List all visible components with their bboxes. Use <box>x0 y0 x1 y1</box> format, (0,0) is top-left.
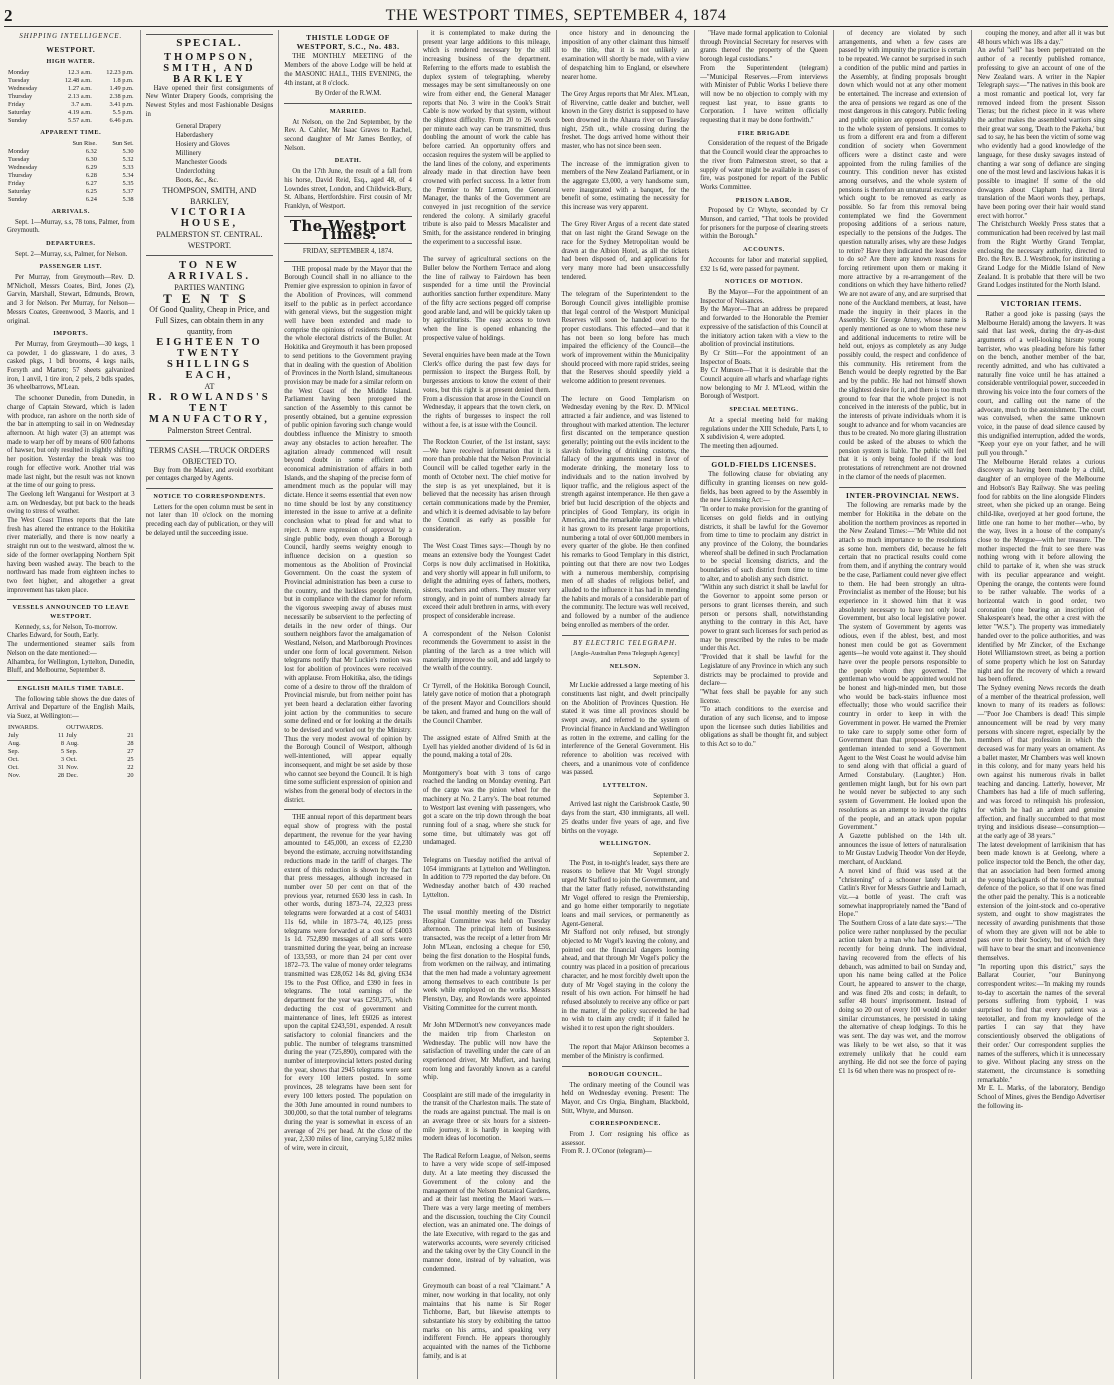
passengers-text: Per Murray, from Greymouth—Rev. D. M'Nicholl, Messrs Coates, Bird, Jones (2), Garvin, Marshall, Stewart, Edmunds, Brown, and 3 for Nelson. Per Murray, for Nelson—Messrs Coates, Greenwood, 3 Maoris, and 1 original. <box>7 274 135 325</box>
mail-in-day: 3 <box>60 755 65 763</box>
local-news: it is contemplated to make during the present year large additions to this mileage, which is rendered necessary by the still increasing business of the department. Referring to the efforts made to establish the duplex system of telegraphing, whereby messages may be sent simultaneously on one wire from either end, the General Manager reports that No. 3 wire in the Cook's Strait Cable is now worked by that system, without the slightest difficulty. From 20 to 26 words per minute each way can be transmitted, thus doubling the amount of work the cable has before carried. An opportunity offers and occasion requires the system will be applied to the land lines of the colony, and experiments already made in that direction have been crowned with perfect success. In a letter from the Premier to Mr Lemon, the General Manager, the thanks of the Government are conveyed in just recognition of the service rendered the colony. A similarly graceful tribute is also paid to Messrs Macalister and Smith, for the assistance rendered in bringing the experiment to a successful issue. The survey of agricultural sections on the Buller below the Northern Terrace and along the line of railway to Fairdown has been suspended for a time until the Provincial authorities sanction further expenditure. Many of the fifty acre sections pegged off comprise good arable land, and will be quickly taken up by agriculturists. The easy access to town when the line is opened enhancing the prospective value of holdings. Several enquiries have been made at the Town Clerk's office during the past few days for permission to inspect the Burgess Roll, by burgesses anxious to know the extent of their votes, but this right is at present denied them. From a discussion that arose in the Council on Wednesday, it appears that the town clerk, on the rights of burgesses to inspect the roll without a fee, is at issue with the Council. The Rockton Courier, of the 1st instant, says:—We have received information that it is more than probable that the Nelson Provincial Council will be called together early in the month of October next. The chief motive for the step is as yet unexplained, but it is believed that the necessity has arisen through certain communications made by the Premier, and which it is deemed advisable to lay before the Council as early as possible for consideration. The West Coast Times says:—Though by no means an extensive body the Youngest Cadet Corps is now duly acclimatised in Hokitika, and very shortly will appear in full uniform, to delight the admiring eyes of fathers, mothers, sisters, teachers and others. They muster very strongly, and in point of numbers already far exceed their adult brethren in arms, with every prospect of considerable increase. A correspondent of the Nelson Colonist recommends the Government to assist in the planting of the larch as a tree which will materially improve the soil, and add largely to the wealth of the country. Cr Tyrrell, of the Hokitika Borough Council, lately gave notice of motion that a photograph of the present Mayor and Councillors should be taken, and framed and hung on the wall of the Council Chamber. The assigned estate of Alfred Smith at the Lyell has yielded another dividend of 1s 6d in the pound, making a total of 20s. Montgomery's boat with 3 tons of cargo reached the landing on Monday evening. Part of the cargo was the pinion wheel for the machinery at No. 2 Larry's. The boat returned to Westport last evening with passengers, who got a scare on the trip down through the boat running foul of a snag, where she stuck for some time, but ultimately was got off undamaged. Telegrams on Tuesday notified the arrival of 1054 immigrants at Lyttelton and Wellington. In addition to 779 reported the day before. On Wednesday another batch of 430 reached Lyttelton. The usual monthly meeting of the District Hospital Committee was held on Tuesday afternoon. The principal item of business transacted, was the receipt of a letter from Mr John M'Lean, enclosing a cheque for £50, being the first donation to the Hospital funds, from workmen on the railway, and intimating that the men had made a voluntary agreement among themselves to each contribute 1s per week while employed on the works. Messrs Plenstyn, Day, and Rowlands were appointed Visiting Committee for the current month. Mr John M'Dermott's new conveyances made the maiden trip from Charleston on Wednesday. The public will now have the satisfaction of travelling under the care of an experienced driver, Mr Muffert, and having room long and favorably known as a careful whip. Coosplaint are still made of the irregularity in the transit of the Charleston mails. The state of the roads are against punctual. The mail is on an average three or six hours for a sixteen-mile journey, it is hardly in keeping with modern ideas of locomotion. The Radical Reform League, of Nelson, seems to have a very wide scope of self-imposed duty. At a late meeting they discussed the Government of the colony and the management of the Nelson Botanical Gardens, and at their last meeting the Maori wars.—There was a very large meeting of members and the discussion, touching the City Council election, was an animated one. The doings of the late Executive, with regard to the gas and waterworks accounts, were severely criticised and the taking over by the City Council in the manner done, instead of by valuation, was condemned. Greymouth can boast of a real "Claimant." A miner, now working in that locality, not only maintains that his name is Sir Roger Tichborne, Bart, but likewise attempts to substantiate his story by exhibiting the tattoo marks on his arms, and speaking very indifferent French. He appears thoroughly acquainted with the names of the Tichborne family, and is at <box>422 30 551 1360</box>
table-row <box>7 196 135 204</box>
table-row <box>7 180 135 188</box>
sun-set: 5.33 <box>122 163 134 171</box>
sun-set: 5.35 <box>122 179 134 187</box>
telegraph-agency: [Anglo-Australian Press Telegraph Agency] <box>571 650 680 658</box>
tide-pm: 2.38 p.m. <box>109 93 134 101</box>
lyttelton-heading: LYTTELTON. <box>602 782 648 790</box>
departures-heading: DEPARTURES. <box>46 239 96 247</box>
firm-intro: Have opened their first consignments of New Winter Drapery Goods, comprising the Newest Styles and most Fashionable Designs in <box>145 84 274 118</box>
fire-text: Consideration of the request of the Brigade that the Council would clear the approaches to the river from Palmerston street, so that a supply of water might be available in cases of fire, was postponed for report of the Public Works Committee. <box>700 140 828 191</box>
column-5 <box>557 30 696 1379</box>
list-item: Manchester Goods <box>175 158 227 166</box>
vessels-heading: VESSELS ANNOUNCED TO LEAVE WESTPORT. <box>12 604 130 621</box>
inter-provincial-text: The following are remarks made by the member for Hokitika in the debate on the abolition the northern provinces as reported in the New Zealand Times:—"Mr White did not attach so much importance to the resolutions as some hon. members did, because he felt certain that no practical results could come from them, and if anything the contrary would be the case, Parliament could never give effect to them. He had been strongly an ultra-Provincialist as member of the House; but his experience in it showed him that it was absolutely necessary to have not only local Government, but also local legislative power. The system of Government by agents was odious, even if the ablest, best, and most honest men could be got as Government agents—he would vote against it. They should have over the people persons responsible to the people whom they governed. The gentleman who would be appointed would not be honest and high-minded men, but those who would be back-stairs influence most effectually; those who would sacrifice their country in order to keep in with the Government in power. He warned the Premier to take care to supply some other form of Government than that proposed. If the hon. gentleman intended to send a Government Agent to the West Coast he would advise him to send along with that official a guard of Armed Constabulary. (Laughter.) Hon. gentlemen might laugh, but for his own part he would never be subjected to any such system of Government. He looked upon the resolutions as an attempt to invade the rights of the people, and an attack upon popular Government." A Gazette published on the 14th ult. announces the issue of letters of naturalisation to Mr Gustav Ludwig Theodor Von der Heyde, merchant, of Auckland. A novel kind of fluid was used at the "christening" of a schooner lately built at Catlin's River for Messrs Guthrie and Larnach, viz.—a bottle of yeast. The craft was somewhat inappropriately named the "Band of Hope." The Southern Cross of a late date says:—"The police were rather nonplussed by the peculiar action taken by a man who had been arrested recently for being drunk. The individual, having recovered from the effects of his debauch, was admitted to bail on Sunday and, upon his name being called at the Police Court, he appeared to answer to the charge, and was fined 20s and costs; in default, to suffer 48 hours' imprisonment. Instead of doing so 20 out of every 100 would do under similar circumstances, he persisted in taking the alternative of cheap lodgings. To this he was sent. The day was wet, and the morrow was likely to be wet also, so that it was extremely unlikely that he could earn anything. He did not see the force of paying £1 1s 6d when there was no prospect of re- <box>838 502 967 1075</box>
sun-day: Monday <box>8 147 30 155</box>
tide-day: Wednesday <box>8 85 38 93</box>
rule <box>146 440 274 441</box>
sun-col-blank <box>7 140 56 148</box>
fire-heading: FIRE BRIGADE <box>737 129 791 137</box>
list-item: Boots, &c., &c. <box>175 176 219 184</box>
sun-day: Saturday <box>8 187 31 195</box>
mail-out-day: 20 <box>127 771 134 779</box>
rule <box>977 295 1105 296</box>
at-line: AT <box>204 381 215 391</box>
column-7 <box>834 30 973 1379</box>
rule <box>562 635 690 636</box>
sun-set: 5.34 <box>122 171 134 179</box>
mail-in-month: Nov. <box>8 771 21 779</box>
sun-set: 5.30 <box>122 147 134 155</box>
rule <box>284 243 412 244</box>
parties-line: PARTIES WANTING <box>174 282 245 292</box>
death-heading: DEATH. <box>334 157 362 165</box>
apparent-time-heading: APPARENT TIME. <box>40 129 102 137</box>
table-row <box>7 69 135 77</box>
mail-in-month: Oct. <box>8 763 19 771</box>
mail-out-month: Oct. <box>66 755 77 763</box>
lodge-text: THE MONTHLY MEETING of the Members of the above Lodge will be held at the MASONIC HALL, THIS EVENING, the 4th instant, at 8 o'clock. <box>284 53 412 87</box>
port-heading: WESTPORT. <box>46 44 96 54</box>
firm-signature <box>146 185 274 251</box>
sun-rise: 6.28 <box>85 171 97 179</box>
rule <box>839 487 967 488</box>
departures-text: Sept. 2—Murray, s.s, Palmer, for Nelson. <box>15 250 128 258</box>
council-letters: "Have made formal application to Colonial through Provincial Secretary for reserves with grants thereof the property of the Queen borough legal custodians." From the Superintendent (telegram)—"Municipal Reserves.—From interviews with Minister of Public Works I believe there will now be no objection to comply with my request last year, to issue grants to Corporation. I have written officially requesting that it may be done forthwith." <box>700 30 828 125</box>
mail-out-day: 28 <box>127 739 134 747</box>
page-number: 2 <box>4 6 13 25</box>
list-item: Millinery <box>175 149 202 157</box>
special-meeting-text: At a special meeting held for making regulations under the XIII Schedule, Parts I, to X subdivision 4, were adopted. The meeting then adjourned. <box>700 416 828 450</box>
gold-fields-heading: GOLD-FIELDS LICENSES. <box>711 459 817 469</box>
tide-am: 2.13 a.m. <box>68 93 92 101</box>
mail-in-day: 11 <box>57 731 65 739</box>
tide-day: Thursday <box>8 93 33 101</box>
mail-out-month: Dec. <box>66 771 79 779</box>
mail-in-month: Aug. <box>8 739 21 747</box>
price-line-2: SHILLINGS EACH, <box>167 358 252 381</box>
table-row <box>7 93 135 101</box>
mail-in-day: 28 <box>57 771 65 779</box>
prison-heading: PRISON LABOR. <box>735 196 793 204</box>
firm-advert <box>146 52 274 85</box>
inter-provincial-heading: INTER-PROVINCIAL NEWS. <box>845 490 960 500</box>
tents-text: Of Good Quality, Cheap in Price, and Full Sizes, can obtain them in any quantity, from <box>149 304 270 336</box>
accounts-heading: ACCOUNTS. <box>743 246 785 254</box>
dateline: FRIDAY, SEPTEMBER 4, 1874. <box>302 248 394 256</box>
sun-day: Thursday <box>8 171 33 179</box>
column-4 <box>418 30 557 1379</box>
lyttelton-text: Arrived last night the Carisbrook Castle, 90 days from the start, 430 immigrants, all well. 25 deaths under five years of age, and five births on the voyage. <box>561 801 690 835</box>
married-text: At Nelson, on the 2nd September, by the Rev. A. Cahler, Mr Isaac Graves to Rachel, second daughter of Mr James Bentley, of Nelson. <box>284 118 412 152</box>
rule <box>7 599 135 600</box>
imports-heading: IMPORTS. <box>53 330 89 338</box>
mail-in-day: 31 <box>57 763 65 771</box>
rule <box>146 34 274 35</box>
buy-text: Buy from the Maker, and avoid exorbitant per centages charged by Agents. <box>145 466 274 483</box>
sig-line-1: THOMPSON, SMITH, AND <box>162 185 257 195</box>
sun-set: 5.32 <box>122 155 134 163</box>
mail-out-month: Nov. <box>66 763 79 771</box>
nelson-text: Mr Luckie addressed a large meeting of his constituents last night, and dwelt principally on the Abolition of Provinces Question. He stated it was time all provinces should be swept away, and referred to the system of Provincial finance in Auckland and Wellington as rotten in the extreme, and calling for the interference of the General Government. His reference to abolition was received with cheers, and a unanimous vote of confidence was passed. <box>561 682 690 777</box>
sun-rise: 6.27 <box>85 179 97 187</box>
table-row <box>7 164 135 172</box>
pensions-article: of decency are violated by such arrangements, and when a few cases are passed by with impunity the practice is certain to be repeated. We cannot be surprised in such a condition of the public mind and parties in the Assembly, at finding proposals brought down which would not at any other moment be entertained. The increase and extension of the area of pensions we regard as one of the most dangerous in this category. Public feeling and public opinion are opposed unmistakably to the whole system of pensions. It comes to us from a different era and from a different condition of society when Government officers were a distinct caste and were appointed from the ruling families of the country. This condition never has existed among ourselves, and the whole system of pensions is therefore an unnatural excrescence which ought to be removed as early as possible. So far from this removal being contemplated we find the Government proposing additions of a serious nature, especially to the pensions of the Judges. The question naturally arises, why are these Judges to retire? Have they indicated the least desire to do so? Are there any known reasons for forcing retirement upon them or making it more attractive by a re-arrangement of the conditions on which they have hitherto relied? We are not aware of any, and are surprised that none of the Auckland members, at least, have made the inquiry in their places in the Assembly. Sir George Arney, whose name is openly mentioned as one to whom these new and additional inducements to retire will be held out, enjoys as completely as any Judge possibly could, the respect and confidence of this community. His retirement from the Bench would be deeply regretted by the Bar and by the public. He had not himself shown the slightest desire for it, and there is too much ground to fear that the whole project is not conceived in the interests of the public, but in the interests of private individuals whom it is sought to advance and for whom vacancies are thus to be created. No more glaring illustration could be asked of the abuses to which the pension system is liable. The public will feel that it is only being fooled if the loud protestations of retrenchment are not drowned in the clamor of the needs of placemen. <box>838 30 967 481</box>
tents-line: TENTS <box>163 290 256 306</box>
mail-in-month: July <box>8 731 19 739</box>
tide-am: 5.57 a.m. <box>68 117 92 125</box>
nelson-date: September 3. <box>653 673 690 681</box>
sun-day: Sunday <box>8 195 28 203</box>
rule <box>700 456 828 457</box>
list-item: General Drapery <box>175 122 222 130</box>
rule <box>284 261 412 262</box>
sun-rise: 6.30 <box>85 155 97 163</box>
tent-manufactory: TENT MANUFACTORY, <box>148 402 270 425</box>
sun-rise: 6.29 <box>85 163 97 171</box>
goods-list <box>146 122 274 185</box>
firm-address: PALMERSTON ST. CENTRAL. <box>156 229 263 239</box>
wellington-heading: WELLINGTON. <box>599 840 652 848</box>
mail-in-day: 8 <box>60 739 65 747</box>
table-row <box>7 748 135 756</box>
rule <box>562 1066 690 1067</box>
lyttelton-date: September 3. <box>653 792 690 800</box>
newspaper-title: THE WESTPORT TIMES, SEPTEMBER 4, 1874 <box>385 7 727 24</box>
mail-out-day: 25 <box>127 755 134 763</box>
house-name: VICTORIA HOUSE, <box>170 206 249 229</box>
lodge-signature: By Order of the R.W.M. <box>315 90 382 98</box>
high-water-table <box>7 69 135 125</box>
mail-out-month: July <box>66 731 77 739</box>
sun-rise: 6.25 <box>85 187 97 195</box>
list-item: Hosiery and Gloves <box>175 140 230 148</box>
tide-am: 12.3 a.m. <box>68 69 92 77</box>
table-row <box>7 156 135 164</box>
tide-am: 12.48 a.m. <box>64 77 92 85</box>
tide-day: Tuesday <box>8 77 30 85</box>
tide-pm: 1.8 p.m. <box>112 77 134 85</box>
price-line-1: EIGHTEEN TO TWENTY <box>156 336 263 359</box>
wellington-text-2: The report that Major Atkinson becomes a member of the Ministry is confirmed. <box>561 1044 690 1061</box>
objected-line: OBJECTED TO. <box>182 456 237 466</box>
notices-text: By the Mayor—For the appointment of an Inspector of Nuisances. By the Mayor—That an address be prepared and forwarded to the Honorable the Premier expressive of the satisfaction of this Council at the initiatory action taken with a view to the abolition of provincial institutions. By Cr Stitt—For the appointment of an Inspector of Boats. By Cr Munson—That it is desirable that the Council acquire all wharfs and wharfage rights now belonging to Mr J. M'Leod, within the Borough of Westport. <box>700 288 828 401</box>
rule <box>284 809 412 810</box>
sun-set: 5.38 <box>122 195 134 203</box>
masthead <box>4 6 1108 27</box>
firm-line-2: BARKLEY <box>172 73 246 85</box>
correspondence-heading: CORRESPONDENCE. <box>589 1120 661 1128</box>
wellington-date: September 2. <box>653 850 690 858</box>
sun-rise: 6.32 <box>85 147 97 155</box>
sun-set: 5.37 <box>122 187 134 195</box>
sun-day: Friday <box>8 179 25 187</box>
table-row <box>7 772 135 780</box>
tide-day: Sunday <box>8 117 28 125</box>
special-heading: SPECIAL. <box>176 37 243 49</box>
lodge-heading: THISTLE LODGE OF WESTPORT, S.C., No. 483. <box>296 33 400 51</box>
column-6 <box>695 30 834 1379</box>
wellington-date-2: September 3. <box>653 1035 690 1043</box>
list-item: Haberdashery <box>175 131 214 139</box>
palmerston-line: Palmerston Street Central. <box>167 425 252 435</box>
mails-heading: ENGLISH MAILS TIME TABLE. <box>17 684 125 692</box>
borough-text: The ordinary meeting of the Council was held on Wednesday evening. Present: The Mayor, and Crs Orgia, Bingham, Blackbold, Stitt, Whyte, and Munson. <box>561 1081 690 1115</box>
sun-times-table <box>7 140 135 204</box>
tide-day: Monday <box>8 69 30 77</box>
rule <box>146 255 274 256</box>
sun-rise: 6.24 <box>85 195 97 203</box>
table-row <box>7 109 135 117</box>
vessels-text: Kennedy, s.s, for Nelson, To-morrow. Charles Edward, for South, Early. The undermentioned steamer sails from Nelson on the date mentioned:— Alhambra, for Wellington, Lyttelton, Dunedin, Bluff, and Melbourne, September 8. <box>7 623 135 675</box>
leader-article: THE proposal made by the Mayor that the Borough Council shall in no alliance to the Premier give expression to opinion in favor of the Abolition of Provinces, will commend itself to the public as in perfect accordance with general views, but the suggestion might well have been extended and made to comprise the opinions of residents throughout the whole electoral districts of the Buller. At Hokitika and Greymouth it has been proposed to send petitions to the Government praying that in dealing with the question of Abolition of Provinces in the North Island, simultaneous provision may be made for a similar reform on the West Coast of the Middle Island. Parliament having been prorogued the sanction of the Assembly to this cannot be presently obtained, but a genuine expression of public opinion favoring such change would doubtless influence the Ministry to smooth away any obstacles to action hereafter. The agitation already commenced will result beyond doubt in some efficient and economical administration of affairs in both Islands, and the shaping of the precise form of amendment much as the popular will may dictate. Hence it seems essential that even now no time should be lost by any constituency interested in the issue to arrive at a definite conclusion what to plead for and what to reject. A mere expression of approval by a single public body, even though a Borough Council, hardly seems weighty enough to influence decision on a question so momentous as the Abolition of Provincial Government. On the coast the system of Provincial administration has been a curse to the country, and the luckless people therein, but in compliance with the clamor for reform the vigorous sweeping away of abuses must necessarily be subservient to the perfecting of details in the new order of things. Our southern neighbors favor the amalgamation of Westland, Nelson, and Marlborough Provinces under one form of local government. Nelson telegrams notify that Mr Luckie's motion was lost for abolition of provinces were received with applause. From Hokitika, also, the tidings come of a desire to throw off the thraldom of Provincial misrule, but from neither point has yet been heard a declaration either favoring joint action by the communities to secure some defined end or for looking at the details to be devised and worked out by the Ministry. Thus the very modest avowal of opinion by the Borough Council of Westport, although well-intentioned, will appear equally inconsequent, and might be set aside by those who cannot see beyond the Council. It is high time some sufficient expression of opinion and wishes from the general body of electors in the district. <box>284 265 412 804</box>
sun-rise-header: Sun Rise. <box>72 139 97 147</box>
table-row <box>7 756 135 764</box>
column-1 <box>2 30 141 1379</box>
sun-day: Wednesday <box>8 163 38 171</box>
terms-line: TERMS CASH.—TRUCK ORDERS <box>149 445 270 455</box>
mails-outwards-header: OUTWARDS. <box>66 723 104 731</box>
firm-town: WESTPORT. <box>187 240 232 250</box>
tide-am: 4.19 a.m. <box>68 109 92 117</box>
mail-out-month: Sep. <box>66 747 78 755</box>
sun-day: Tuesday <box>8 155 30 163</box>
tide-am: 1.27 a.m. <box>68 85 92 93</box>
mail-in-day: 5 <box>60 747 65 755</box>
nelson-heading: NELSON. <box>609 662 641 670</box>
victorian-heading: VICTORIAN ITEMS. <box>1000 299 1082 309</box>
rowland-line: R. ROWLANDS'S <box>148 391 271 403</box>
tide-day: Saturday <box>8 109 31 117</box>
married-heading: MARRIED. <box>329 107 367 115</box>
mails-table <box>7 724 135 780</box>
tent-advert <box>146 260 274 467</box>
notice-heading: NOTICE TO CORRESPONDENTS. <box>153 492 266 500</box>
table-row <box>7 732 135 740</box>
notice-text: Letters for the open column must be sent in not later than 10 o'clock on the morning preceding each day of publication, or they will be delayed until the succeeding issue. <box>145 503 274 537</box>
passenger-heading: PASSENGER LIST. <box>39 263 103 271</box>
table-row <box>7 117 135 125</box>
gold-fields-text: The following clause for obviating any difficulty in granting licenses on new gold-fields, has been agreed to by the Assembly in the new Licensing Act:— "In order to make provision for the granting of licenses on gold fields and in outlying districts, it shall be lawful for the Governor from time to time to proclaim any district in any province of the Colony, the boundaries whereof shall be defined in such Proclamation to be special licensing districts, and the boundaries of such district from time to time to alter, and to abolish any such district. "Within any such district it shall be lawful for the Governor to appoint some person or persons to grant licenses therein, and such person or persons shall, notwithstanding anything to the contrary in this Act, have power to grant such licenses for such period as may be prescribed by the rules to be made under this Act. "Provided that it shall be lawful for the Legislature of any Province in which any such districts may be proclaimed to provide and declare— "What fees shall be payable for any such license. "To attach conditions to the exercise and duration of any such license, and to impose upon the licensee such duties liabilities and obligations as shall be thought fit, and subject to this Act so to do." <box>700 471 828 749</box>
death-text: On the 17th June, the result of a fall from his horse, David Reid, Esq., aged 48, of 4 Lowndes street, London, and Childwick-Bury, St. Albans, Hertfordshire. First cousin of Mr Franklyn, of Westport. <box>284 168 412 210</box>
mails-intro: The following table shows the due dates of Arrival and Departure of the English Mails, via Suez, at Wellington:— <box>7 695 135 721</box>
mail-out-day: 22 <box>127 763 134 771</box>
sun-set-header: Sun Set. <box>112 139 134 147</box>
imports-text: Per Murray, from Greymouth—30 kegs, 1 ca powder, 1 do glassware, 1 do axes, 3 casked pkgs, 1 bdl brooms, 4 kegs nails, Forsyth and Marten; 57 sheets galvanized iron, 1 anvil, 1 tire iron, 2 pels, 2 bdls spades, 36 wheelbarrows, M'Lean. <box>7 340 135 392</box>
victorian-text: Rather a good joke is passing (says the Melbourne Herald) among the lawyers. It was said that last week, during the dry-as-dust arguments of a well-looking hirsute young barrister, who was pleading before his father on the bench, another member of the bar, recently admitted, and who has cultivated a naturally fine voice until he has attained a considerable ventriloquial power, succeeded in throwing his voice into the four corners of the court, and calling out the name of the advocate, much to the astonishment. The court was convulsed, when the same unknown voice, in the pause of dead silence caused by this undignified interruption, added the words, "Keep your eye on your father, and he will pull you through." The Melbourne Herald relates a curious discovery as having been made by a child, daughter of an employee of the Melbourne and Hobson's Bay Railway. She was peeling food for rabbits on the line alongside Flinders street, when she picked up an orange. Being child-like, overjoyed at her good fortune, the little one ran home to her mother—who, by the way, lives in a house of the company's close to the Morgue—with her treasure. The mother inspected the fruit to see there was nothing wrong with it before allowing the child to partake of it, when she was struck with its peculiar appearance and weight. Opening the orange, the contents were found to be rather valuable. The works of a horizontal watch in good order, two coronation (one bearing an inscription of Shakespeare's head, the other a crest with the letter "W.S."). The property was immediately handed over to the police authorities, and was identified by Mr Zincker, of the Exchange Hotel Williamstown street, as being a portion of some property which he lost on Saturday night and for the recovery of which a reward has been offered. The Sydney evening News records the death of a member of the theatrical profession, well known to many of its readers as follows:—"Poor Joe Chambers is dead! This simple announcement will be read by very many persons with sincere regret, especially by the members of that profession in which the deceased was for many years an ornament. As a ballet master, Mr Chambers was well known in this colony, and for many years held his own against his numerous rivals in ballet teaching and dancing. Latterly, however, Mr Chambers has had a life of much suffering, and was forced to relinquish his profession, for which he had an ardent and genuine affection, and finally succumbed to that most trying and insidious disease—consumption—at the early age of 38 years." The latest development of larrikinism that has been made known is at Geelong, where a police inspector told the Bench, the other day, that an association had been formed among the young blackguards of the town for mutual defence of the police, so that if one was fined the other paid the penalty. This is a noticeable extension of the joint-stock and co-operative system, and ought to show magistrates the necessity of awarding punishments that those of whom they are given will not be able to pass over to their Society, but of which they will have to bear the smart and inconvenience themselves. "In reporting upon this district," says the Ballarat Courier, "our Buninyong correspondent writes:—'In making my rounds to-day to ascertain the names of the several persons suffering from typhoid, I was surprised to find that every patient was a teetotaller, and from my knowledge of the parties I can say that they have conscientiously observed the obligations of their order.' Our correspondent supplies the names of the sufferers, which it is unnecessary to give. Without placing any stress on the statement, the circumstance is something remarkable." Mr E. L. Marks, of the laboratory, Bendigo School of Mines, gives the Bendigo Advertiser the following in- <box>977 310 1105 1110</box>
mail-out-day: 27 <box>127 747 134 755</box>
telegraph-heading: BY ELECTRIC TELEGRAPH. <box>573 639 678 647</box>
tide-am: 3.7 a.m. <box>71 101 92 109</box>
special-meeting-heading: SPECIAL MEETING. <box>729 406 799 414</box>
tide-pm: 5.5 p.m. <box>112 109 134 117</box>
column-3 <box>279 30 418 1379</box>
table-row <box>7 172 135 180</box>
table-row <box>7 85 135 93</box>
columns <box>2 30 1110 1379</box>
rule <box>7 680 135 681</box>
shipping-heading: SHIPPING INTELLIGENCE. <box>19 33 123 40</box>
telegraph-article: THE annual report of this department bears equal show of progress with the postal department, the revenue for the year having amounted to £45,000, an excess of £2,230 beyond the estimate, accruing notwithstanding reductions made in the tariff of charges. The extent of this reduction is shown by the fact that press messages, although increased in number over 50 per cent on that of the previous year, returned £630 less in cash. In other words, during 1873–74, 22,323 press telegrams were forwarded at a cost of £4031 11s 6d, while in 1873–74, 40,125 press telegrams were forwarded at a cost of £4003 1s 1d. 752,890 messages of all sorts were transmitted during the year, being an increase of 133,593, or more than 24 per cent over 1872–73. The value of money order telegrams transmitted was £28,052 14s 8d, giving £634 19s to the Post Office, and £390 in fees in telegrams. The total earnings of the department for the year was £250,375, which deducting the cost of government and maintenance of lines, left £6026 as interest upon the capital £243,591, expended. A result satisfactory to colonial financiers and the public. The number of telegrams transmitted during the year (725,890), compared with the number of interprovincial letters posted during the year, shows that 2945 telegrams were sent for every 100 letters posted. In some provinces, 28 telegrams have been sent for every 100 letters posted. The population on the 30th June amounted in round numbers to 300,000, so that the total number of telegrams during the year is somewhat in excess of an average of 2½ per head. At the close of the year, 2,330 miles of line, carrying 5,182 miles of wire, were in circuit, <box>284 814 412 1153</box>
arrivals-text: Sept. 1—Murray, s.s, 78 tons, Palmer, from Greymouth. <box>7 218 135 235</box>
local-news-continued: once history and in denouncing the imposition of any other claimant thus himself to the title, that it is not unlikely an examination will shortly be made, with a view of despatching him to England, or elsewhere nearer home. The Grey Argus reports that Mr Alex. M'Lean, of Rivervine, cattle dealer and butcher, well known in the Grey district is supposed to have been drowned in the Ahaura river on Tuesday night, 25th ult., while crossing during the freshet. The dogs arrived home without their master, who has not since been seen. The increase of the immigration given to members of the New Zealand Parliament, or in the aggregate £3,000, a very handsome sum, were inaugurated with a banquet, for the benefit of some, estimating the necessity for this increase was very apparent. The Grey River Argus of a recent date stated that on last night the Grand Sewage on the race for the Sydney Metropolitan would be drawn at the Albion Hotel, as all the tickets had been disposed of, and applications for very many more had been unsuccessfully tendered. The telegram of the Superintendent to the Borough Council gives intelligible promise that legal control of the Westport Municipal Reserves will soon be handed over to the proper custodians. This effected—and that it has not been so long before has much impaired the efficiency of the Council—the work of improvement within the Municipality should proceed with more rapid strides, seeing that the Reserves should speedily yield a welcome addition to present revenues. The lecture on Good Templarism on Wednesday evening by the Rev. D. M'Nicol attracted a fair audience, and was listened to throughout with marked attention. The lecturer first discanted on the temperance question generally; pointing out the evils incident to the slavish following of drinking customs, the fallacy of the arguments used in favor of moderate drinking, the monetary loss to individuals and to the nation involved by liquor traffic, and the religious aspect of the strength against intemperance. He then gave a brief but lucid description of the objects and principles of Good Templary, its origin in America, and the remarkable manner in which it has grown to its present large proportions, numbering a total of over 600,000 members in every quarter of the globe. He then confined his remarks to Good Templary in this district, pointing out that there are now two Lodges with a numerous membership, comprising men of all shades of religious belief, and alluded to the influence it has had in mending the habits and morals of a considerable part of the community. The lecture was well received, and followed by a number of the audience being enrolled as members of the order. <box>561 30 690 629</box>
mail-in-month: Sep. <box>8 747 20 755</box>
correspondence-text: From J. Corr resigning his office as assessor. From R. J. O'Conor (telegram)— <box>561 1131 690 1156</box>
mail-out-day: 21 <box>127 731 134 739</box>
tide-pm: 12.23 p.m. <box>106 69 134 77</box>
tide-day: Friday <box>8 101 25 109</box>
sig-line-2: BARKLEY, <box>190 196 229 206</box>
shipping-news: The schooner Dunedin, from Dunedin, in charge of Captain Steward, which is laden with produce, ran ashore on the north side of the bar in attempting to sail in on Wednesday afternoon. At high water (3) an attempt was made to warp her off by means of 600 fathoms of hawser, but only resulted in slightly shifting her position. Yesterday the break was too rough for effective work. Another trial was made last night, but the result was not known at the time of our going to press. The Geelong left Wanganui for Westport at 3 a.m. on Wednesday, but put back to the heads owing to stress of weather. The West Coast Times reports that the late fresh has altered the entrance to the Hokitika river materially, and there is now nearly a straight run out to the westward, almost the w. side of the former overlapping Northern Spit having been washed away. The beach to the northward has made from eighteen inches to two feet higher, and altogether a great improvement has taken place. <box>7 395 135 594</box>
table-row <box>7 77 135 85</box>
list-item: Underclothing <box>175 167 215 175</box>
wellington-text: The Post, in to-night's leader, says there are reasons to believe that Mr Vogel strongly urged Mr Stafford to join the Government, and that the latter flatly refused, notwithstanding Mr Vogel offered to resign the Premiership, and go home either temporarily to negotiate loans and mail services, or permanently as Agent-General. Mr Stafford not only refused, but strongly objected to Mr Vogel's leaving the colony, and pointed out the financial dangers looming ahead, and that through Mr Vogel's policy the country was placed in a position of precarious character, and he most forcibly dwelt upon the duty of Mr Vogel staying in the colony the result of his own action. For himself he had refused absolutely to receive any office or part in the matter, if the policy succeeded he had no wish to claim any credit; if it failed he wished it to rest upon the right shoulders. <box>561 859 690 1033</box>
arrivals-heading: ARRIVALS. <box>51 207 91 215</box>
table-row <box>7 188 135 196</box>
prison-text: Proposed by Cr Whyte, seconded by Cr Munson, and carried, "That tools be provided for prisoners for the purpose of clearing streets within the Borough." <box>700 207 828 241</box>
rule <box>284 103 412 104</box>
notices-heading: NOTICES OF MOTION. <box>724 278 803 286</box>
new-arrivals-heading: TO NEW ARRIVALS. <box>167 259 251 282</box>
column-8 <box>972 30 1110 1379</box>
paper-title: The Westport Times. <box>289 216 407 244</box>
inter-provincial-continued: couping the money, and after all it was but 48 hours which was 18s a day." An awful "sell" has been perpetrated on the author of a recently published romance, professing to give an account of one of the New Zealand wars. A writer in the Napier Telegraph says:—"The natives in this book are a most romantic and poetical lot, very far removed indeed from the present Sisson Tieras; but the richest piece in it was where the author makes the assembled warriors sing their great war song, 'Death to the Pakeha,' but sad to say, he has been the victim of some wag who evidently had a good knowledge of the language, for these dusky savages instead of chanting a war song of defiance are singing one of the most lewd and lascivious hakas it is possible to imagine! If some of the old dowagers about Clapham had a literal translation of the Maori words they, perhaps, have been poring over their hair would stand erect with horror." The Christchurch Weekly Press states that a communication had been received by last mail from the Right Worthy Grand Templar, enclosing the necessary authority, directed to Bro. the Rev. B. J. Westbrook, for instituting a Grand Lodge for the Middle Island of New Zealand. It is probable that there will be two Grand Lodges instituted for the North Island. <box>977 30 1105 290</box>
accounts-text: Accounts for labor and material supplied, £32 1s 6d, were passed for payment. <box>700 256 828 273</box>
borough-heading: BOROUGH COUNCIL. <box>588 1070 663 1078</box>
tide-pm: 3.41 p.m. <box>109 101 134 109</box>
column-2 <box>141 30 280 1379</box>
table-row <box>7 101 135 109</box>
table-row <box>7 740 135 748</box>
high-water-heading: HIGH WATER. <box>46 58 96 66</box>
firm-line-1: THOMPSON, SMITH, AND <box>163 51 256 74</box>
tide-pm: 1.49 p.m. <box>109 85 134 93</box>
rule <box>146 488 274 489</box>
tide-pm: 6.46 p.m. <box>109 117 134 125</box>
mail-out-month: Aug. <box>66 739 79 747</box>
table-row <box>7 148 135 156</box>
mails-inwards-header: INWARDS. <box>8 723 39 731</box>
table-row <box>7 764 135 772</box>
mail-in-month: Oct. <box>8 755 19 763</box>
